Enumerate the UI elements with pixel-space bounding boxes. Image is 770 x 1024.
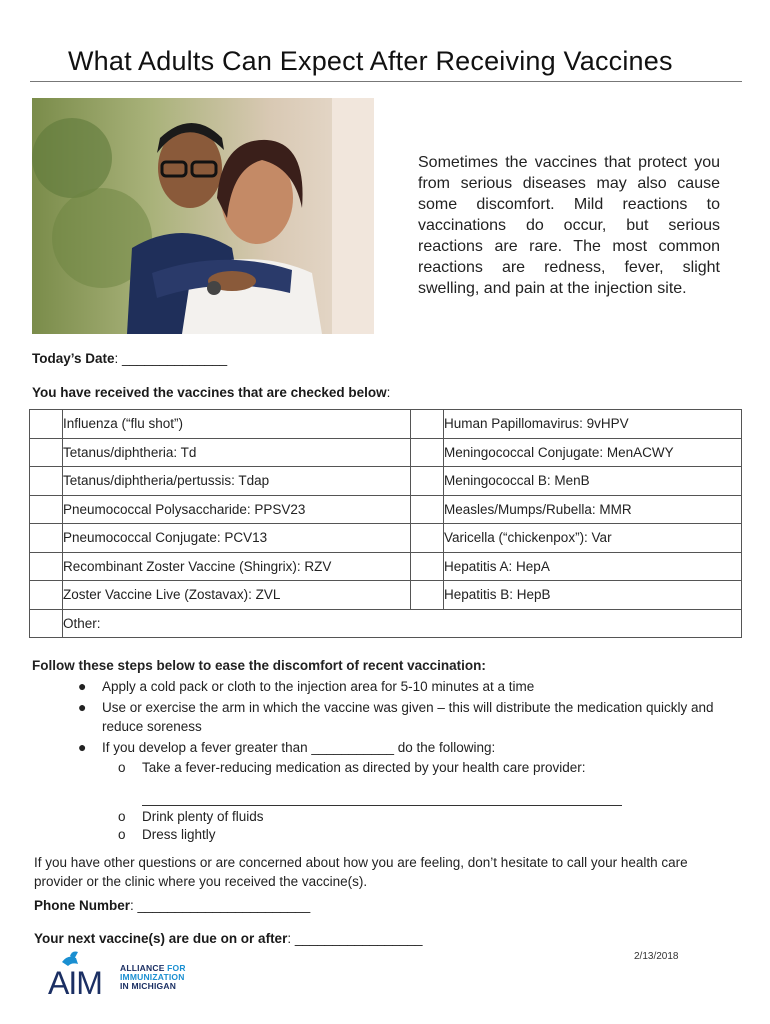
circle-bullet-icon: o xyxy=(118,809,126,824)
other-vaccine-field[interactable]: Other: xyxy=(63,609,742,638)
intro-paragraph: Sometimes the vaccines that protect you from serious diseases may also cause some discomfort. Mild reactions to vaccinations do occur, but serious reactions are rare. The most common reactions are redness, fever, slight swelling, and pain at the injection site. xyxy=(418,154,720,297)
document-date: 2/13/2018 xyxy=(634,951,679,962)
vaccines-received-colon: : xyxy=(386,385,391,400)
step-text: Apply a cold pack or cloth to the injection area for 5-10 minutes at a time xyxy=(102,679,535,694)
vaccine-label: Tetanus/diphtheria: Td xyxy=(63,438,411,467)
checkbox-cell[interactable] xyxy=(411,552,444,581)
aftercare-steps xyxy=(32,658,742,844)
vaccine-label: Pneumococcal Polysaccharide: PPSV23 xyxy=(63,495,411,524)
vaccine-label: Hepatitis B: HepB xyxy=(444,581,742,610)
checkbox-cell[interactable] xyxy=(30,495,63,524)
checkbox-cell[interactable] xyxy=(30,609,63,638)
vaccines-received-heading xyxy=(32,385,390,400)
aim-logo-mark: AIM xyxy=(48,965,102,1000)
checkbox-cell[interactable] xyxy=(411,438,444,467)
table-row xyxy=(30,552,742,581)
vaccine-label: Varicella (“chickenpox”): Var xyxy=(444,524,742,553)
checkbox-cell[interactable] xyxy=(411,524,444,553)
table-row-other xyxy=(30,609,742,638)
circle-bullet-icon: o xyxy=(118,827,126,842)
logo-line2: IMMUNIZATION xyxy=(120,972,185,982)
medication-blank-line[interactable] xyxy=(142,777,622,806)
title-divider xyxy=(30,81,742,82)
next-vaccine-due-blank[interactable]: : _________________ xyxy=(287,931,423,946)
table-row xyxy=(30,524,742,553)
steps-heading: Follow these steps below to ease the discomfort of recent vaccination: xyxy=(32,658,486,673)
checkbox-cell[interactable] xyxy=(30,438,63,467)
vaccine-label: Human Papillomavirus: 9vHPV xyxy=(444,410,742,439)
checkbox-cell[interactable] xyxy=(411,467,444,496)
vaccine-label: Pneumococcal Conjugate: PCV13 xyxy=(63,524,411,553)
sub-list-item xyxy=(32,826,742,844)
sub-step-text: Dress lightly xyxy=(142,827,216,842)
phone-number-blank[interactable]: : _______________________ xyxy=(130,898,311,913)
sub-step-text: Take a fever-reducing medication as directed by your health care provider: xyxy=(142,760,586,775)
vaccine-label: Meningococcal Conjugate: MenACWY xyxy=(444,438,742,467)
sub-list-item xyxy=(32,808,742,826)
closing-paragraph: If you have other questions or are concerned about how you are feeling, don’t hesitate to call your health care provider or the clinic where you received the vaccine(s). xyxy=(34,855,688,889)
logo-line1b: FOR xyxy=(167,963,186,973)
aim-logo-wordmark xyxy=(120,964,186,991)
bullet-icon: ● xyxy=(78,699,87,715)
logo-line1a: ALLIANCE xyxy=(120,963,168,973)
checkbox-cell[interactable] xyxy=(30,410,63,439)
checkbox-cell[interactable] xyxy=(411,581,444,610)
list-item xyxy=(32,738,742,757)
vaccine-label: Measles/Mumps/Rubella: MMR xyxy=(444,495,742,524)
phone-number-label: Phone Number xyxy=(34,898,131,913)
vaccine-label: Influenza (“flu shot”) xyxy=(63,410,411,439)
table-row xyxy=(30,581,742,610)
bullet-icon: ● xyxy=(78,678,87,694)
todays-date-label: Today’s Date xyxy=(32,351,115,366)
vaccine-checklist-table xyxy=(29,409,742,638)
page-title: What Adults Can Expect After Receiving Vaccines xyxy=(68,46,673,76)
table-row xyxy=(30,495,742,524)
list-item xyxy=(32,677,742,696)
next-vaccine-due-label: Your next vaccine(s) are due on or after xyxy=(34,931,288,946)
table-row xyxy=(30,438,742,467)
circle-bullet-icon: o xyxy=(118,760,126,775)
list-item xyxy=(32,698,742,736)
phone-number-field[interactable] xyxy=(34,898,310,913)
next-vaccine-due-field[interactable] xyxy=(34,931,422,946)
step-text: If you develop a fever greater than ___________ do the following: xyxy=(102,740,496,755)
bullet-icon: ● xyxy=(78,739,87,755)
vaccine-label: Zoster Vaccine Live (Zostavax): ZVL xyxy=(63,581,411,610)
checkbox-cell[interactable] xyxy=(411,410,444,439)
checkbox-cell[interactable] xyxy=(30,552,63,581)
vaccines-received-label: You have received the vaccines that are checked below xyxy=(32,385,387,400)
logo-line3: IN MICHIGAN xyxy=(120,981,177,991)
vaccine-label: Tetanus/diphtheria/pertussis: Tdap xyxy=(63,467,411,496)
step-text: Use or exercise the arm in which the vaccine was given – this will distribute the medication quickly and reduce soreness xyxy=(102,700,714,734)
checkbox-cell[interactable] xyxy=(30,524,63,553)
checkbox-cell[interactable] xyxy=(30,467,63,496)
table-row xyxy=(30,467,742,496)
sub-step-text: Drink plenty of fluids xyxy=(142,809,264,824)
vaccine-label: Recombinant Zoster Vaccine (Shingrix): RZV xyxy=(63,552,411,581)
couple-photo xyxy=(32,98,374,334)
checkbox-cell[interactable] xyxy=(30,581,63,610)
table-row xyxy=(30,410,742,439)
checkbox-cell[interactable] xyxy=(411,495,444,524)
vaccine-label: Meningococcal B: MenB xyxy=(444,467,742,496)
todays-date-blank[interactable]: : ______________ xyxy=(114,351,228,366)
sub-list-item xyxy=(32,759,742,777)
todays-date-field[interactable] xyxy=(32,351,227,366)
vaccine-label: Hepatitis A: HepA xyxy=(444,552,742,581)
